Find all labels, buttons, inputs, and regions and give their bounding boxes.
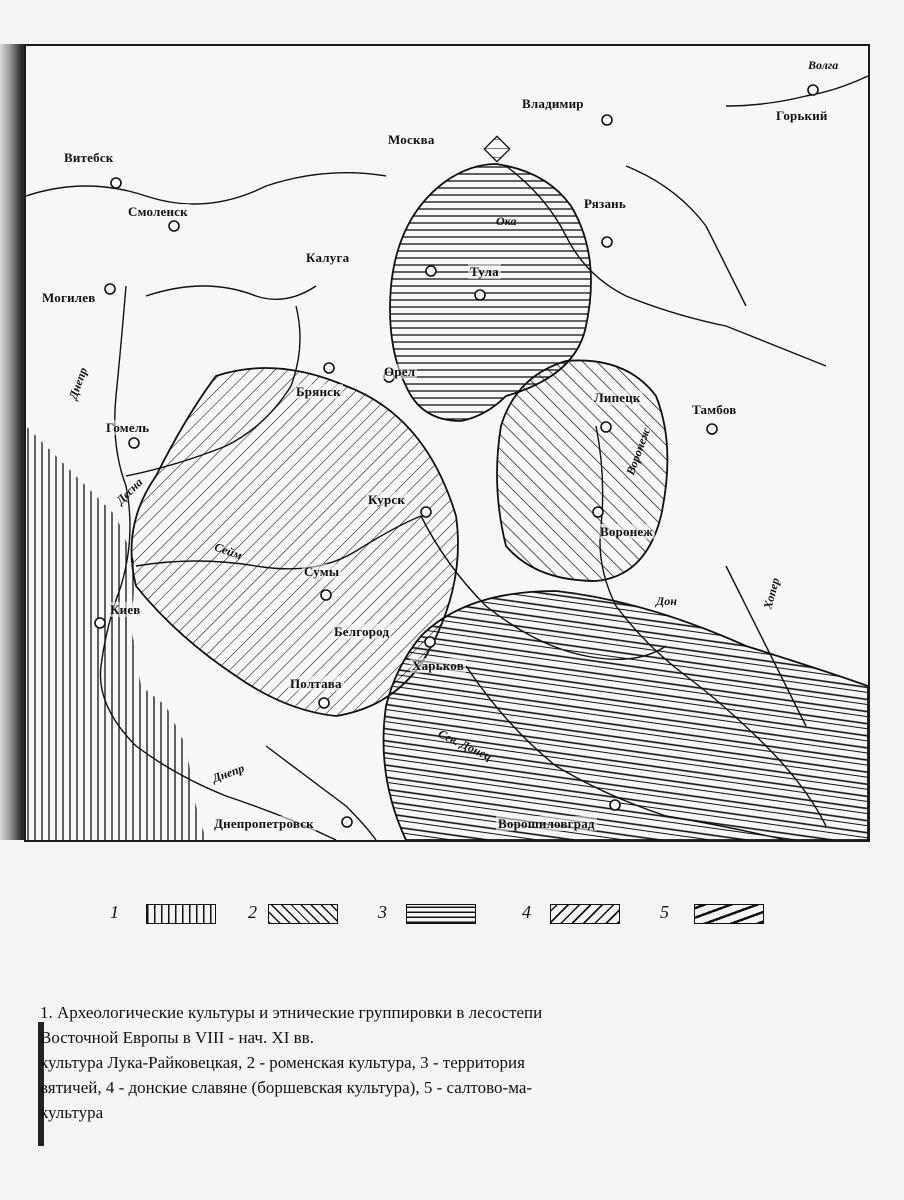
city-label-sumy: Сумы [304, 564, 340, 579]
legend-num-3: 3 [378, 902, 387, 922]
legend-num-1: 1 [110, 902, 119, 922]
caption-line-1: 1. Археологические культуры и этнические группировки в лесостепи [40, 1003, 543, 1022]
legend-swatch-diagonal-forward [550, 904, 620, 924]
figure-caption [40, 1000, 870, 1125]
city-marker-tula [426, 266, 436, 276]
city-marker-vitebsk [111, 178, 121, 188]
city-label-tula: Тула [470, 264, 499, 279]
city-label-gorky: Горький [776, 108, 828, 123]
caption-line-3: культура Лука-Райковецкая, 2 - роменская культура, 3 - территория [40, 1053, 525, 1072]
city-label-vitebsk: Витебск [64, 150, 114, 165]
river-label-don: Дон [656, 594, 677, 608]
city-label-dnepropetrovsk: Днепропетровск [214, 816, 314, 831]
moscow-marker [484, 136, 509, 161]
city-marker-bryansk [324, 363, 334, 373]
river-label-dnepr-south: Днепр [210, 760, 247, 786]
legend-num-2: 2 [248, 902, 257, 922]
legend-num-5: 5 [660, 902, 669, 922]
city-marker-gomel [129, 438, 139, 448]
region-5-saltovo [384, 591, 869, 840]
city-marker-kursk [421, 507, 431, 517]
city-marker-vladimir [602, 115, 612, 125]
legend-num-4: 4 [522, 902, 531, 922]
city-marker-kharkov [425, 637, 435, 647]
city-marker-tula2 [475, 290, 485, 300]
legend-swatch-horizontal [406, 904, 476, 924]
legend [110, 898, 790, 932]
city-label-kaluga: Калуга [306, 250, 350, 265]
city-label-voroshilovgrad: Ворошиловград [498, 816, 595, 831]
city-marker-dnepropetrovsk [342, 817, 352, 827]
scan-edge-shadow [0, 44, 24, 840]
city-label-tambov: Тамбов [692, 402, 737, 417]
city-marker-lipetsk [601, 422, 611, 432]
city-marker-voroshilovgrad [610, 800, 620, 810]
river-label-seim: Сейм [212, 539, 245, 563]
city-label-moskva: Москва [388, 132, 435, 147]
map [24, 44, 870, 842]
city-marker-ryazan [602, 237, 612, 247]
caption-line-5: культура [40, 1103, 104, 1122]
river-label-donets: Сев. Донец [435, 726, 495, 764]
river-label-voronezh: Воронеж [623, 425, 654, 477]
city-label-orel: Орел [384, 364, 416, 379]
city-label-kursk: Курск [368, 492, 406, 507]
city-marker-sumy [321, 590, 331, 600]
city-marker-tambov [707, 424, 717, 434]
caption-line-2: Восточной Европы в VIII - нач. XI вв. [40, 1028, 314, 1047]
city-label-belgorod: Белгород [334, 624, 390, 639]
river-label-dnepr-north: Днепр [65, 365, 91, 402]
city-label-bryansk: Брянск [296, 384, 341, 399]
city-label-lipetsk: Липецк [594, 390, 641, 405]
city-label-poltava: Полтава [290, 676, 342, 691]
city-label-gomel: Гомель [106, 420, 150, 435]
city-label-voronezh: Воронеж [600, 524, 653, 539]
river-label-khoper: Хопер [760, 576, 783, 611]
legend-swatch-diagonal-back [268, 904, 338, 924]
map-drawing [26, 46, 868, 840]
river-label-desna: Десна [113, 475, 146, 508]
city-marker-gorky [808, 85, 818, 95]
city-label-kharkov: Харьков [412, 658, 464, 673]
city-marker-poltava [319, 698, 329, 708]
legend-swatch-diagonal-bold [694, 904, 764, 924]
city-marker-mogilev [105, 284, 115, 294]
legend-swatch-vertical [146, 904, 216, 924]
city-marker-kiev [95, 618, 105, 628]
city-label-kiev: Киев [110, 602, 141, 617]
river-label-volga: Волга [808, 58, 839, 72]
city-label-smolensk: Смоленск [128, 204, 188, 219]
city-marker-voronezh [593, 507, 603, 517]
city-marker-smolensk [169, 221, 179, 231]
city-label-vladimir: Владимир [522, 96, 584, 111]
caption-line-4: вятичей, 4 - донские славяне (боршевская культура), 5 - салтово-ма- [40, 1078, 533, 1097]
river-label-oka: Ока [496, 214, 517, 228]
city-label-ryazan: Рязань [584, 196, 626, 211]
city-label-mogilev: Могилев [42, 290, 96, 305]
